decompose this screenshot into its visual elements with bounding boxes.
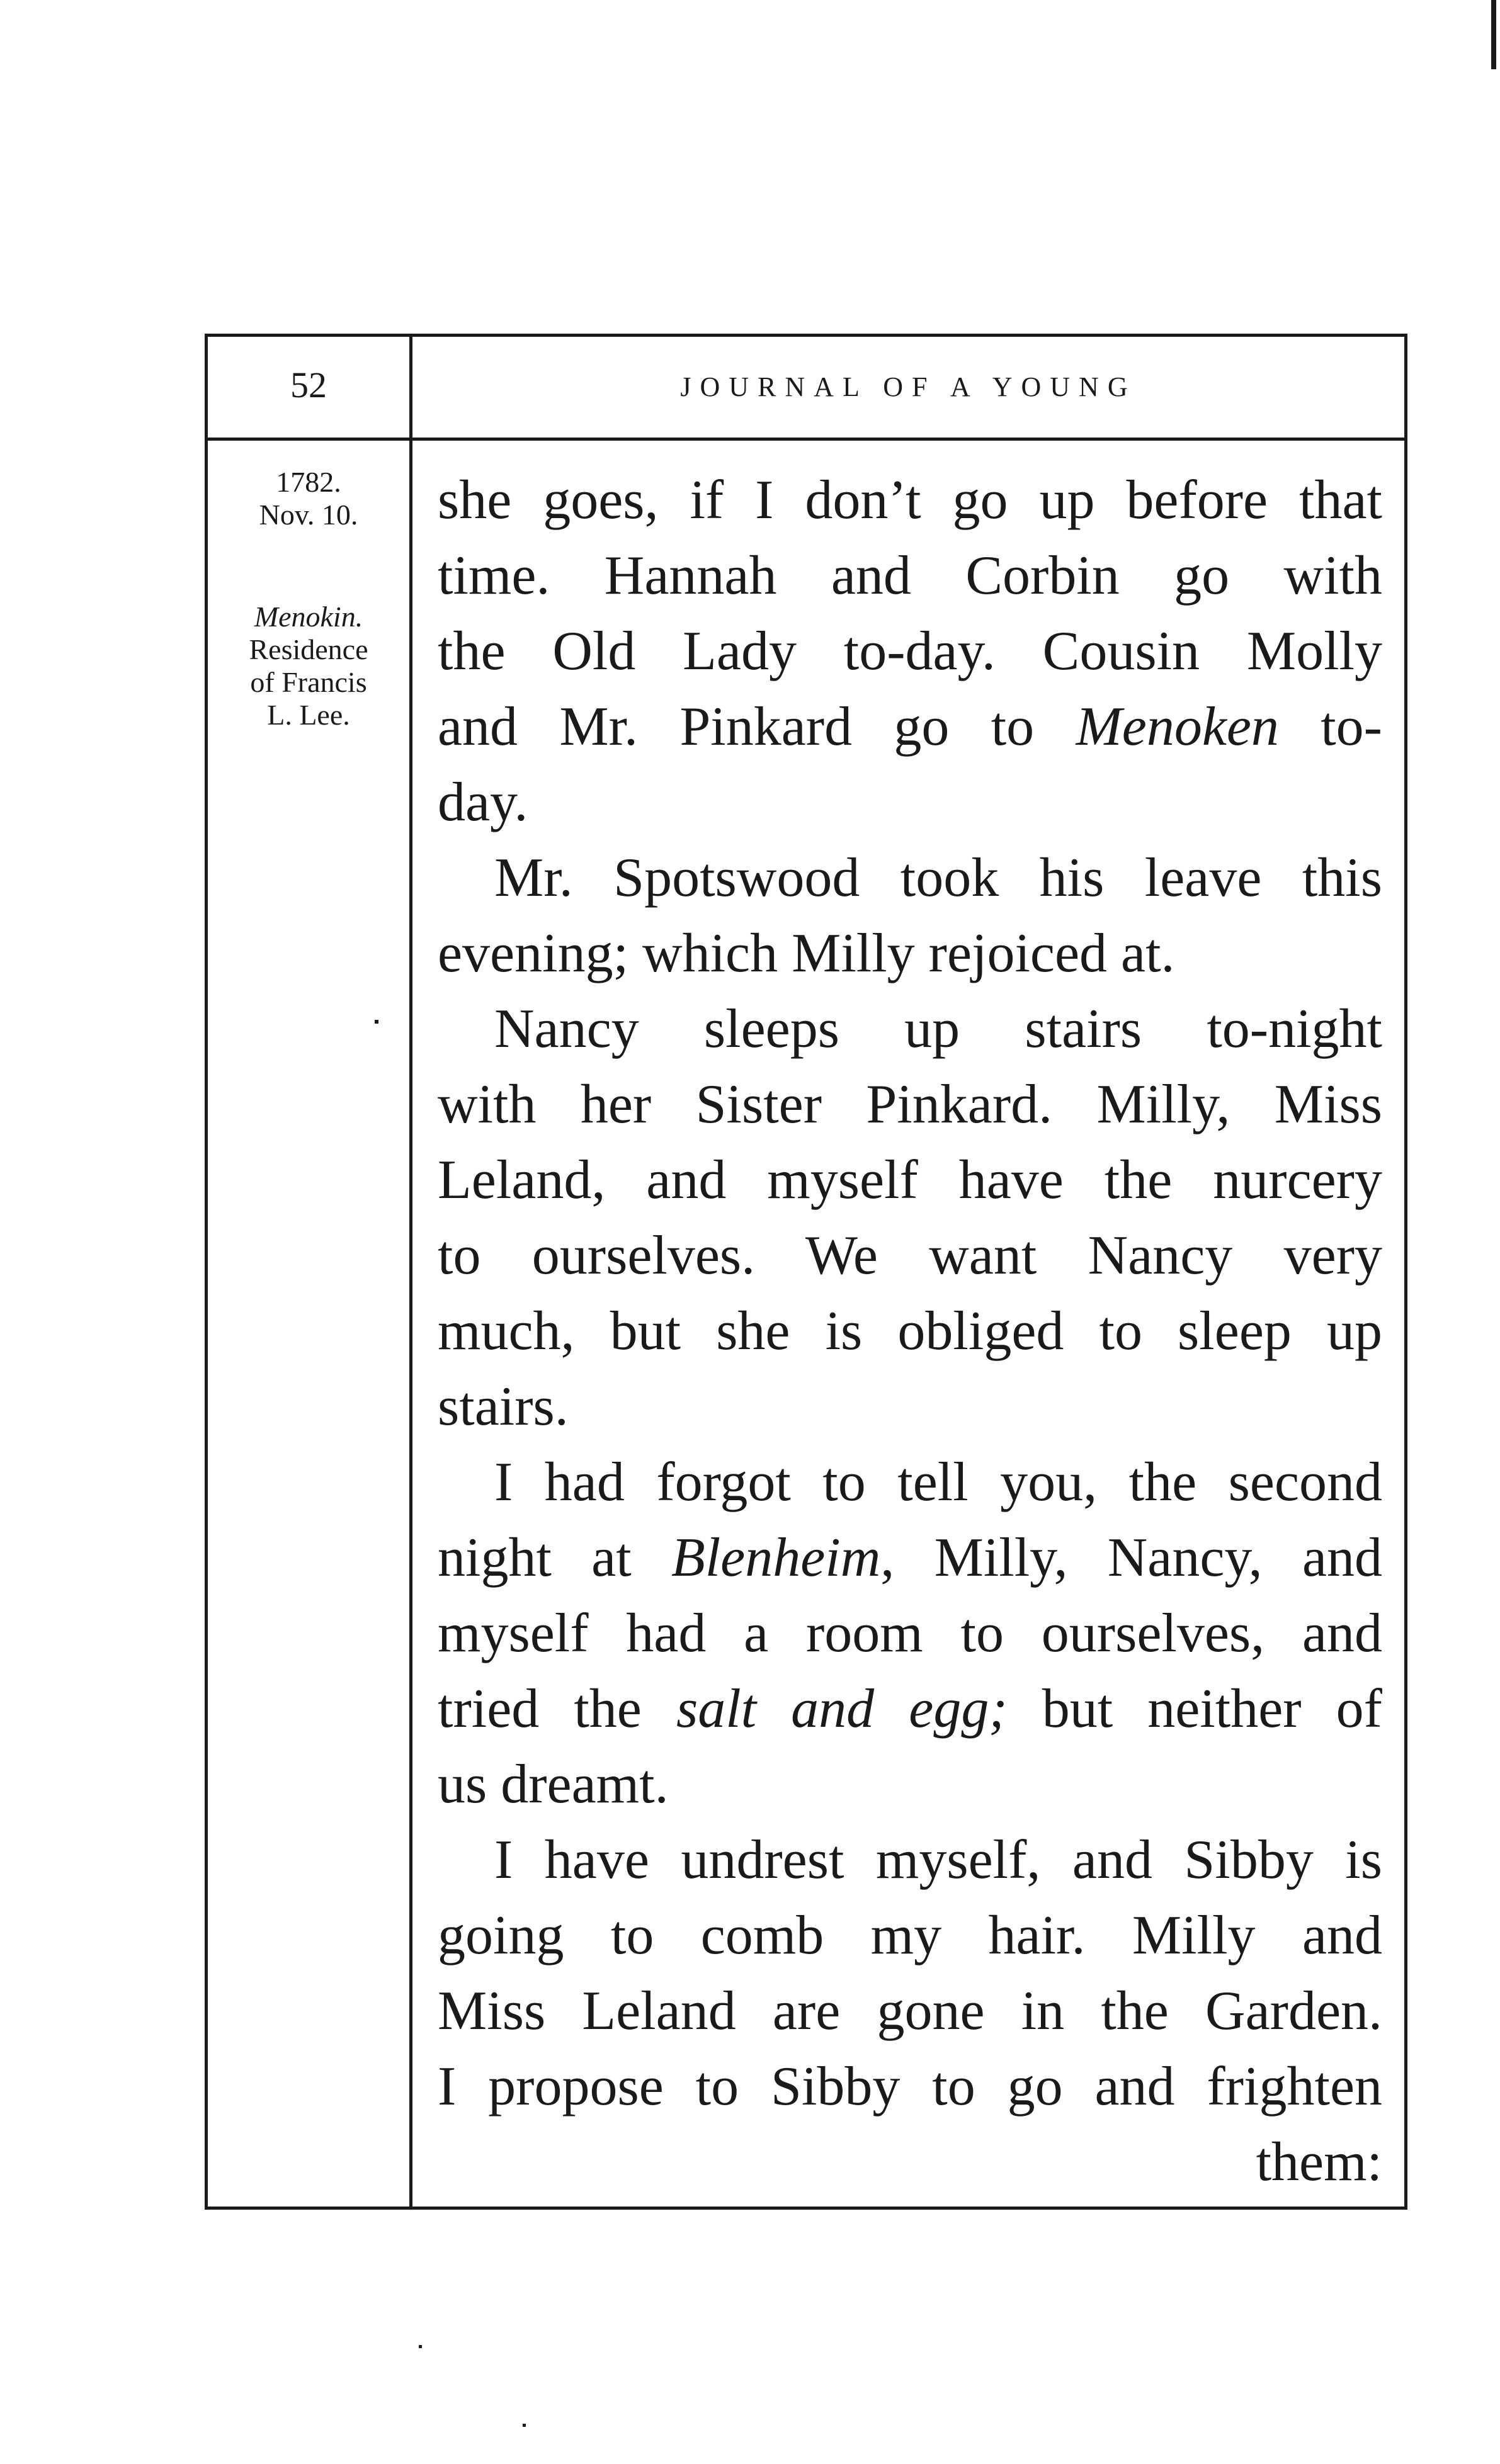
text-line: I have undrest myself, and Sibby is [494, 1829, 1382, 1890]
text-line: stairs. [438, 1376, 569, 1437]
text-line: evening; which Milly rejoiced at. [438, 923, 1175, 984]
text-line: with her Sister Pinkard. Milly, Miss [438, 1074, 1382, 1135]
text-line: Leland, and myself have the nurcery [438, 1150, 1382, 1211]
text-line: she goes, if I don’t go up before that [438, 470, 1382, 531]
scan-speck [1491, 0, 1496, 69]
scan-speck [419, 2345, 422, 2348]
text-line: Miss Leland are gone in the Garden. [438, 1981, 1382, 2042]
text-line: the Old Lady to-day. Cousin Molly [438, 621, 1382, 682]
page-number: 52 [290, 365, 327, 405]
text-line: Mr. Spotswood took his leave this [494, 847, 1382, 908]
text-line: tried the salt and egg; but neither of [438, 1678, 1382, 1739]
margin-place [208, 601, 409, 732]
scan-speck [523, 2424, 526, 2427]
text-line: I had forgot to tell you, the second [494, 1452, 1382, 1513]
text-line: day. [438, 772, 528, 833]
journal-text [438, 463, 1382, 2200]
text-line: and Mr. Pinkard go to Menoken to- [438, 696, 1382, 757]
column-divider [409, 337, 412, 2207]
margin-year: 1782. [276, 466, 341, 498]
text-line: night at Blenheim, Milly, Nancy, and [438, 1527, 1383, 1588]
header-rule [208, 438, 1404, 441]
margin-note-line: of Francis [250, 666, 367, 698]
margin-date [208, 466, 409, 531]
text-line: much, but she is obliged to sleep up [438, 1301, 1382, 1362]
margin-note-line: Residence [249, 633, 368, 665]
margin-notes [208, 466, 409, 732]
text-line: us dreamt. [438, 1754, 669, 1815]
running-head: JOURNAL OF A YOUNG [680, 371, 1137, 402]
margin-day: Nov. 10. [259, 499, 358, 531]
text-line: time. Hannah and Corbin go with [438, 545, 1382, 606]
text-line: going to comb my hair. Milly and [438, 1905, 1382, 1966]
text-line: myself had a room to ourselves, and [438, 1603, 1382, 1664]
text-line: them: [1256, 2132, 1382, 2193]
margin-place-name: Menokin. [254, 601, 363, 633]
text-line: to ourselves. We want Nancy very [438, 1225, 1382, 1286]
scan-speck [375, 1020, 378, 1024]
page-frame [205, 334, 1407, 2210]
margin-note-line: L. Lee. [267, 699, 350, 731]
text-line: Nancy sleeps up stairs to-night [494, 998, 1382, 1060]
text-line: I propose to Sibby to go and frighten [438, 2056, 1382, 2117]
